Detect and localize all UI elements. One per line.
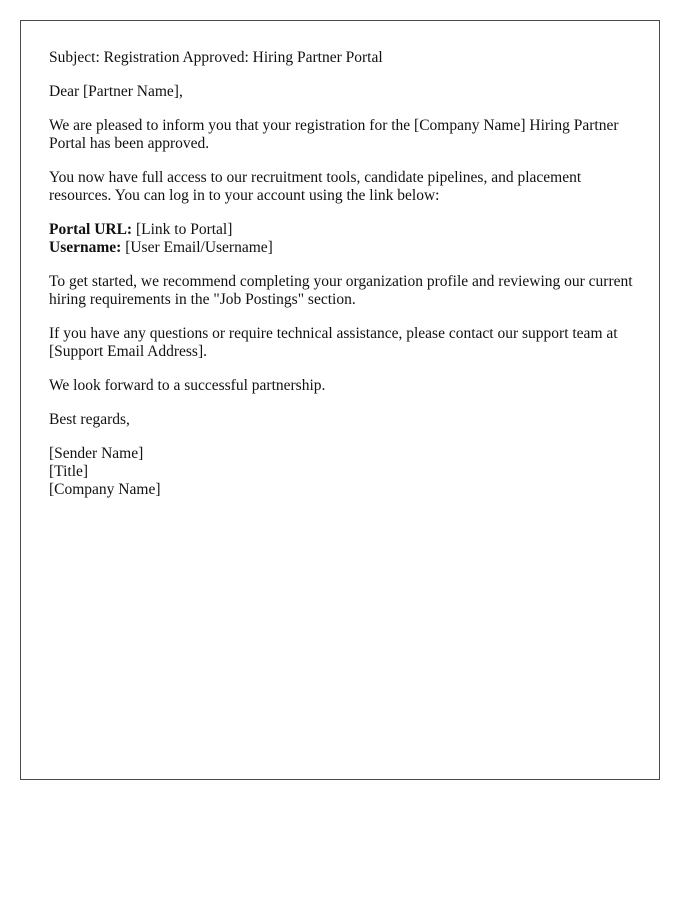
username-label: Username: [49, 239, 122, 256]
paragraph-partnership: We look forward to a successful partnership. [49, 377, 326, 394]
paragraph-access: You now have full access to our recruitment tools, candidate pipelines, and placement resources. You can log in to your account using the link below: [49, 169, 582, 204]
letter-page [20, 20, 660, 780]
portal-url-value: [Link to Portal] [132, 221, 233, 238]
subject-line: Subject: Registration Approved: Hiring Partner Portal [49, 49, 383, 66]
username-line [49, 239, 634, 257]
portal-url-label: Portal URL: [49, 221, 133, 238]
greeting: Dear [Partner Name], [49, 83, 183, 100]
paragraph-registration-approved: We are pleased to inform you that your registration for the [Company Name] Hiring Partner Portal has been approved. [49, 117, 619, 152]
paragraph-get-started: To get started, we recommend completing your organization profile and reviewing our current hiring requirements in the "Job Postings" section. [49, 273, 633, 308]
sender-name: [Sender Name] [49, 445, 144, 462]
credentials-block [49, 221, 634, 257]
sender-title: [Title] [49, 463, 89, 480]
letter-body [49, 49, 634, 515]
portal-url-line [49, 221, 634, 239]
username-value: [User Email/Username] [121, 239, 273, 256]
paragraph-support: If you have any questions or require technical assistance, please contact our support team at [Support Email Address]. [49, 325, 618, 360]
sender-company: [Company Name] [49, 481, 161, 498]
signature-block [49, 445, 634, 499]
closing: Best regards, [49, 411, 130, 428]
